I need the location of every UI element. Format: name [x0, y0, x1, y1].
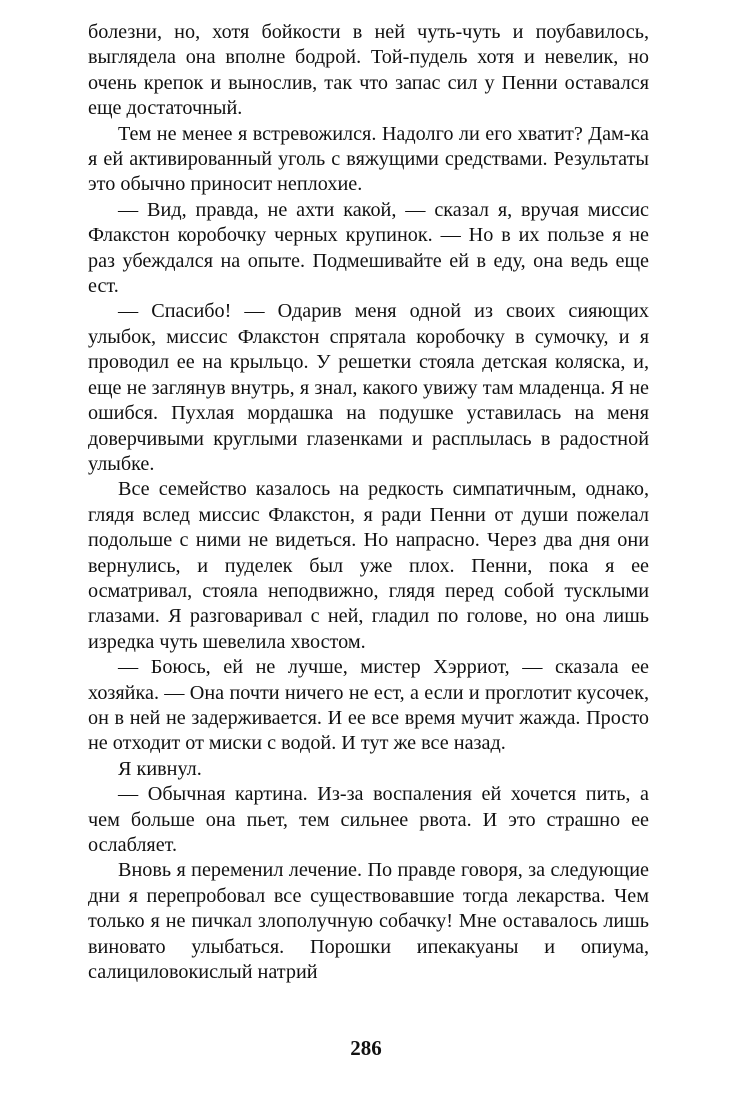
- book-page-text: [88, 20, 649, 985]
- paragraph-1: болезни, но, хотя бойкости в ней чуть-чуть и поубавилось, выглядела она вполне бодрой. Той-пудель хотя и невелик, но очень крепок и вынослив, так что запас сил у Пенни оставался еще достаточный.: [88, 21, 649, 120]
- page-number: 286: [350, 1036, 382, 1060]
- paragraph-3: — Вид, правда, не ахти какой, — сказал я, вручая миссис Флакстон коробочку черных крупинок. — Но в их пользе я не раз убеждался на опыте. Подмешивайте ей в еду, она ведь еще ест.: [88, 198, 649, 298]
- paragraph-9: Вновь я переменил лечение. По правде говоря, за следующие дни я перепробовал все существовавшие тогда лекарства. Чем только я не пичкал злополучную собачку! Мне оставалось лишь виновато улыбаться. Порошки ипекакуаны и опиума, салициловокислый натрий: [88, 859, 649, 984]
- paragraph-4: — Спасибо! — Одарив меня одной из своих сияющих улыбок, миссис Флакстон спрятала коробочку в сумочку, и я проводил ее на крыльцо. У решетки стояла детская коляска, и, еще не заглянув внутрь, я знал, какого увижу там младенца. Я не ошибся. Пухлая мордашка на подушке уставилась на меня доверчивыми круглыми глазенками и расплылась в радостной улыбке.: [88, 300, 649, 475]
- paragraph-7: Я кивнул.: [118, 757, 202, 780]
- paragraph-2: Тем не менее я встревожился. Надолго ли его хватит? Дам-ка я ей активированный уголь с вяжущими средствами. Результаты это обычно приносит неплохие.: [88, 122, 649, 196]
- paragraph-8: — Обычная картина. Из-за воспаления ей хочется пить, а чем больше она пьет, тем сильнее рвота. И это страшно ее ослабляет.: [88, 783, 649, 856]
- paragraph-6: — Боюсь, ей не лучше, мистер Хэрриот, — сказала ее хозяйка. — Она почти ничего не ест, а если и проглотит кусочек, он в ней не задерживается. И ее все время мучит жажда. Просто не отходит от миски с водой. И тут же все назад.: [88, 656, 649, 755]
- paragraph-5: Все семейство казалось на редкость симпатичным, однако, глядя вслед миссис Флакстон, я ради Пенни от души пожелал подольше с ними не видеться. Но напрасно. Через два дня они вернулись, и пуделек был уже плох. Пенни, пока я ее осматривал, стояла неподвижно, глядя перед собой тусклыми глазами. Я разговаривал с ней, гладил по голове, но она лишь изредка чуть шевелила хвостом.: [88, 478, 649, 653]
